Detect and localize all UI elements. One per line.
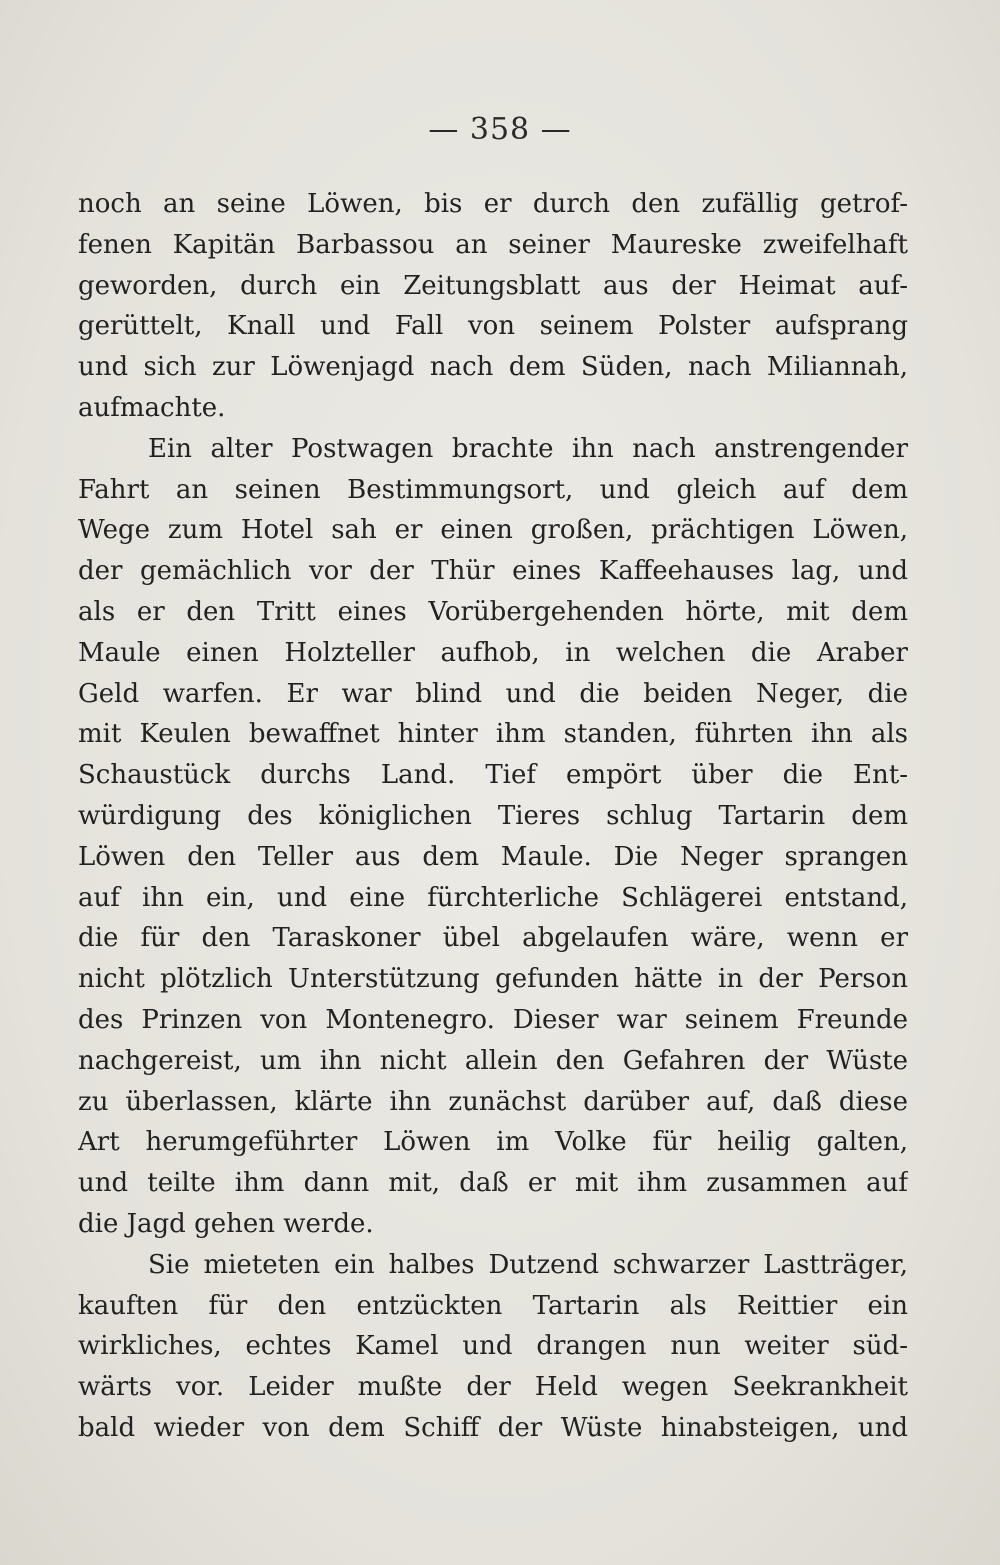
text-line: nachgereist, um ihn nicht allein den Gefahren der Wüste	[78, 1045, 908, 1076]
text-line: fenen Kapitän Barbassou an seiner Maureske zweifelhaft	[78, 229, 908, 260]
text-line: Art herumgeführter Löwen im Volke für heilig galten,	[78, 1127, 908, 1158]
text-line: Maule einen Holzteller aufhob, in welchen die Araber	[78, 637, 908, 668]
text-line-paragraph-end: aufmachte.	[78, 392, 226, 423]
text-line: auf ihn ein, und eine fürchterliche Schlägerei entstand,	[78, 882, 908, 913]
text-line: des Prinzen von Montenegro. Dieser war seinem Freunde	[78, 1004, 908, 1035]
text-line: noch an seine Löwen, bis er durch den zufällig getrof-	[78, 189, 908, 219]
text-line: Löwen den Teller aus dem Maule. Die Neger sprangen	[78, 841, 908, 872]
text-line: wärts vor. Leider mußte der Held wegen Seekrankheit	[78, 1372, 908, 1403]
text-line-paragraph-end: die Jagd gehen werde.	[78, 1208, 374, 1239]
text-line: Wege zum Hotel sah er einen großen, prächtigen Löwen,	[78, 515, 908, 546]
text-line-paragraph-start: Ein alter Postwagen brachte ihn nach anstrengender	[148, 433, 908, 464]
body-text	[78, 184, 908, 1449]
page-number: — 358 —	[428, 112, 572, 147]
text-line: und teilte ihm dann mit, daß er mit ihm zusammen auf	[78, 1168, 908, 1199]
text-line: Fahrt an seinen Bestimmungsort, und gleich auf dem	[78, 474, 908, 505]
text-line: die für den Taraskoner übel abgelaufen wäre, wenn er	[78, 923, 908, 954]
text-line: wirkliches, echtes Kamel und drangen nun weiter süd-	[78, 1331, 908, 1362]
text-line: mit Keulen bewaffnet hinter ihm standen, führten ihn als	[78, 719, 908, 750]
text-line: bald wieder von dem Schiff der Wüste hinabsteigen, und	[78, 1412, 908, 1443]
text-line: als er den Tritt eines Vorübergehenden hörte, mit dem	[78, 596, 908, 627]
text-line: gerüttelt, Knall und Fall von seinem Polster aufsprang	[78, 311, 908, 342]
text-line: Schaustück durchs Land. Tief empört über die Ent-	[78, 760, 908, 791]
text-line: und sich zur Löwenjagd nach dem Süden, nach Miliannah,	[78, 352, 908, 383]
text-line-paragraph-start: Sie mieteten ein halbes Dutzend schwarzer Lastträger,	[148, 1249, 908, 1280]
text-line: würdigung des königlichen Tieres schlug Tartarin dem	[78, 800, 908, 831]
text-line: nicht plötzlich Unterstützung gefunden hätte in der Person	[78, 964, 908, 995]
text-line: kauften für den entzückten Tartarin als Reittier ein	[78, 1290, 908, 1321]
text-line: der gemächlich vor der Thür eines Kaffeehauses lag, und	[78, 556, 908, 587]
text-line: Geld warfen. Er war blind und die beiden Neger, die	[78, 678, 908, 709]
text-line: geworden, durch ein Zeitungsblatt aus der Heimat auf-	[78, 270, 908, 301]
text-line: zu überlassen, klärte ihn zunächst darüber auf, daß diese	[78, 1086, 908, 1117]
